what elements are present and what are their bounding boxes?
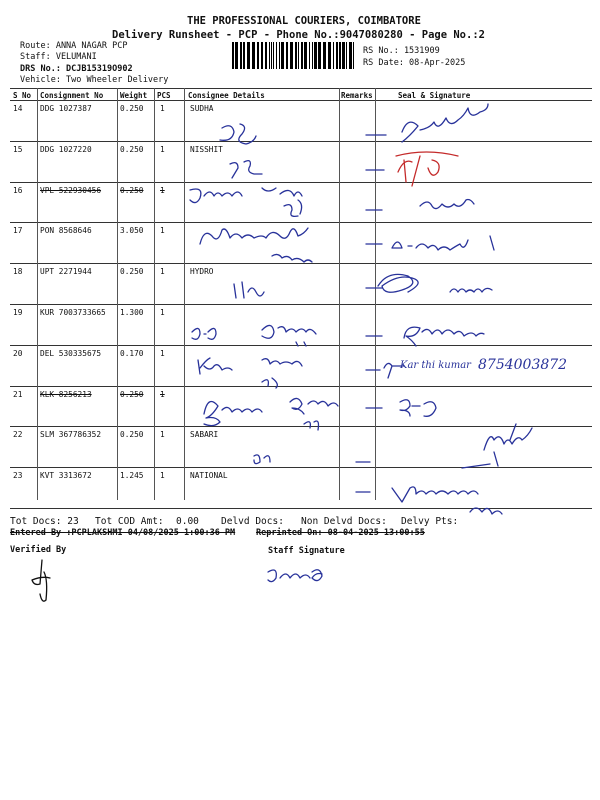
row-weight: 0.250	[120, 390, 144, 399]
drs-number: DRS No.: DCJB15319O902	[20, 64, 133, 74]
verified-by-label: Verified By	[10, 545, 67, 555]
row-weight: 0.250	[120, 186, 144, 195]
company-title: THE PROFESSIONAL COURIERS, COIMBATORE	[187, 15, 421, 27]
total-docs: Tot Docs: 23	[10, 516, 79, 527]
row-weight: 0.250	[120, 145, 144, 154]
col-header-consignment: Consignment No	[40, 91, 104, 100]
col-header-sno: S No	[13, 91, 32, 100]
row-serial-number: 15	[13, 145, 23, 154]
row-serial-number: 17	[13, 226, 23, 235]
handwritten-signature-20: Kar thi kumar	[400, 360, 471, 371]
row-consignment-number: VPL 522930456	[40, 186, 102, 195]
row-serial-number: 19	[13, 308, 23, 317]
row-consignment-number: KLK 8256213	[40, 390, 92, 399]
row-consignment-number: DDG 1027387	[40, 104, 92, 113]
row-weight: 0.250	[120, 430, 144, 439]
runsheet-subtitle: Delivery Runsheet - PCP - Phone No.:9047080280 - Page No.:2	[112, 29, 485, 41]
row-pieces: 1	[160, 186, 165, 195]
row-weight: 1.245	[120, 471, 144, 480]
row-consignment-number: KUR 7003733665	[40, 308, 106, 317]
row-consignee: SUDHA	[190, 104, 214, 113]
rs-date: RS Date: 08-Apr-2025	[363, 58, 466, 68]
row-consignee: NATIONAL	[190, 471, 228, 480]
col-header-consignee: Consignee Details	[188, 91, 265, 100]
row-pieces: 1	[160, 308, 165, 317]
row-pieces: 1	[160, 430, 165, 439]
row-consignee: HYDRO	[190, 267, 214, 276]
row-weight: 0.170	[120, 349, 144, 358]
row-serial-number: 23	[13, 471, 23, 480]
delivery-points-label: Delvy Pts:	[401, 516, 459, 527]
row-pieces: 1	[160, 390, 165, 399]
row-weight: 0.250	[120, 104, 144, 113]
row-consignment-number: SLM 367786352	[40, 430, 102, 439]
col-header-seal-signature: Seal & Signature	[398, 91, 471, 100]
row-consignment-number: PON 8568646	[40, 226, 92, 235]
col-header-remarks: Remarks	[341, 91, 373, 100]
row-consignment-number: DEL 530335675	[40, 349, 102, 358]
row-pieces: 1	[160, 349, 165, 358]
row-pieces: 1	[160, 471, 165, 480]
row-serial-number: 14	[13, 104, 23, 113]
row-consignee: SABARI	[190, 430, 219, 439]
row-weight: 3.050	[120, 226, 144, 235]
row-serial-number: 20	[13, 349, 23, 358]
staff-text: Staff: VELUMANI	[20, 52, 97, 62]
row-serial-number: 21	[13, 390, 23, 399]
entered-by: Entered By :PCPLAKSHMI 04/08/2025 1:00:36 PM	[10, 528, 236, 538]
row-serial-number: 22	[13, 430, 23, 439]
col-header-weight: Weight	[120, 91, 148, 100]
reprinted-on: Reprinted On: 08-04-2025 13:00:55	[256, 528, 425, 538]
row-pieces: 1	[160, 104, 165, 113]
row-pieces: 1	[160, 226, 165, 235]
delivered-docs-label: Delvd Docs:	[221, 516, 284, 527]
total-cod-label: Tot COD Amt:	[95, 516, 164, 527]
total-cod-amount: 0.00	[176, 516, 199, 527]
col-header-pcs: PCS	[157, 91, 171, 100]
rs-number: RS No.: 1531909	[363, 46, 440, 56]
row-consignment-number: KVT 3313672	[40, 471, 92, 480]
row-pieces: 1	[160, 267, 165, 276]
row-pieces: 1	[160, 145, 165, 154]
row-weight: 1.300	[120, 308, 144, 317]
row-serial-number: 18	[13, 267, 23, 276]
row-serial-number: 16	[13, 186, 23, 195]
row-consignee: NISSHIT	[190, 145, 223, 154]
handwritten-phone-number: 8754003872	[478, 357, 568, 373]
row-consignment-number: DDG 1027220	[40, 145, 92, 154]
row-consignment-number: UPT 2271944	[40, 267, 92, 276]
row-weight: 0.250	[120, 267, 144, 276]
staff-signature-label: Staff Signature	[268, 546, 345, 556]
vehicle-text: Vehicle: Two Wheeler Delivery	[20, 75, 169, 85]
non-delivered-docs-label: Non Delvd Docs:	[301, 516, 387, 527]
route-text: Route: ANNA NAGAR PCP	[20, 41, 128, 51]
